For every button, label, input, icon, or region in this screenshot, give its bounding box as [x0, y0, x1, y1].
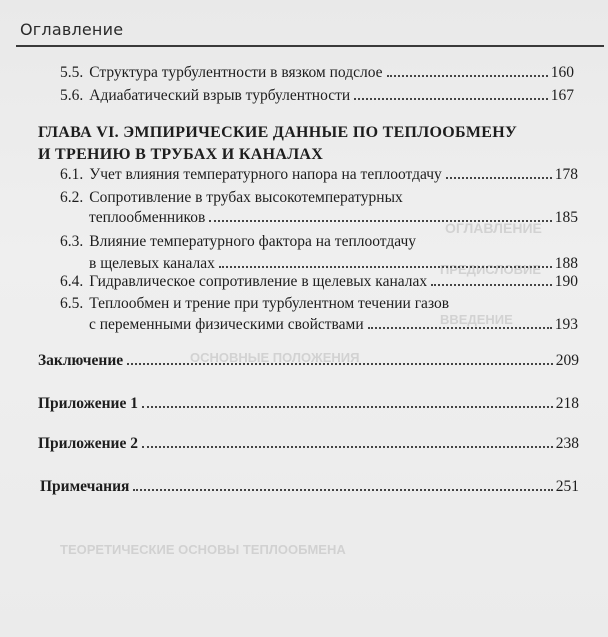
- show-through-text: ПРЕДИСЛОВИЕ: [440, 262, 541, 277]
- section-title: Приложение 1: [38, 395, 138, 412]
- page-number: 160: [550, 64, 574, 81]
- section-title: Структура турбулентности в вязком подслое: [89, 64, 383, 81]
- section-number: 5.6.: [60, 87, 84, 104]
- show-through-text: ОСНОВНЫЕ ПОЛОЖЕНИЯ: [190, 350, 360, 365]
- page-number: 185: [554, 209, 578, 226]
- section-title-continued: с переменными физическими свойствами: [89, 316, 364, 333]
- section-title: Гидравлическое сопротивление в щелевых каналах: [89, 273, 428, 290]
- toc-entry: [60, 166, 578, 184]
- page-number: 218: [555, 395, 579, 412]
- dot-leader: [142, 446, 553, 448]
- dot-leader: [387, 75, 548, 77]
- toc-entry-first-line: [60, 233, 416, 251]
- toc-entry: [89, 316, 578, 334]
- section-title: Теплообмен и трение при турбулентном течении газов: [89, 295, 450, 312]
- header-divider: [16, 45, 604, 47]
- show-through-text: ТЕОРЕТИЧЕСКИЕ ОСНОВЫ ТЕПЛООБМЕНА: [60, 542, 346, 557]
- toc-entry-first-line: [60, 189, 403, 207]
- dot-leader: [431, 284, 552, 286]
- section-number: 6.4.: [60, 273, 84, 290]
- dot-leader: [133, 489, 552, 491]
- page-number: 178: [554, 166, 578, 183]
- section-title: Влияние температурного фактора на теплоотдачу: [89, 233, 417, 250]
- toc-entry: [38, 435, 579, 453]
- dot-leader: [219, 266, 552, 268]
- dot-leader: [368, 327, 552, 329]
- toc-entry: [60, 87, 574, 105]
- show-through-text: ОГЛАВЛЕНИЕ: [445, 220, 542, 236]
- dot-leader: [446, 177, 552, 179]
- toc-entry-first-line: [60, 295, 449, 313]
- chapter-title: ГЛАВА VI. ЭМПИРИЧЕСКИЕ ДАННЫЕ ПО ТЕПЛООБМЕНУ: [38, 124, 518, 141]
- chapter-title: И ТРЕНИЮ В ТРУБАХ И КАНАЛАХ: [38, 146, 324, 163]
- page-number: 209: [555, 352, 579, 369]
- section-title: Адиабатический взрыв турбулентности: [89, 87, 351, 104]
- page-number: 167: [550, 87, 574, 104]
- section-number: 6.2.: [60, 189, 84, 206]
- section-title-continued: теплообменников: [89, 209, 206, 226]
- toc-entry: [89, 209, 578, 227]
- page-header-title: Оглавление: [20, 20, 124, 39]
- section-title: Учет влияния температурного напора на теплоотдачу: [89, 166, 442, 183]
- dot-leader: [354, 98, 548, 100]
- toc-entry: [38, 352, 579, 370]
- page-number: 238: [555, 435, 579, 452]
- section-number: 6.5.: [60, 295, 84, 312]
- section-title: Приложение 2: [38, 435, 138, 452]
- toc-entry: [40, 478, 579, 496]
- section-title: Примечания: [40, 478, 130, 495]
- page-number: 251: [555, 478, 579, 495]
- section-number: 6.1.: [60, 166, 84, 183]
- dot-leader: [209, 220, 551, 222]
- dot-leader: [127, 363, 553, 365]
- page-number: 190: [554, 273, 578, 290]
- toc-entry: [60, 64, 574, 82]
- section-number: 5.5.: [60, 64, 84, 81]
- dot-leader: [142, 406, 553, 408]
- page-number: 193: [554, 316, 578, 333]
- section-title: Сопротивление в трубах высокотемпературных: [89, 189, 403, 206]
- toc-entry: [60, 273, 578, 291]
- page-number: 188: [554, 255, 578, 272]
- toc-entry: [38, 395, 579, 413]
- section-title: Заключение: [38, 352, 124, 369]
- toc-entry: [89, 255, 578, 273]
- show-through-text: ВВЕДЕНИЕ: [440, 312, 513, 327]
- section-number: 6.3.: [60, 233, 84, 250]
- section-title-continued: в щелевых каналах: [89, 255, 215, 272]
